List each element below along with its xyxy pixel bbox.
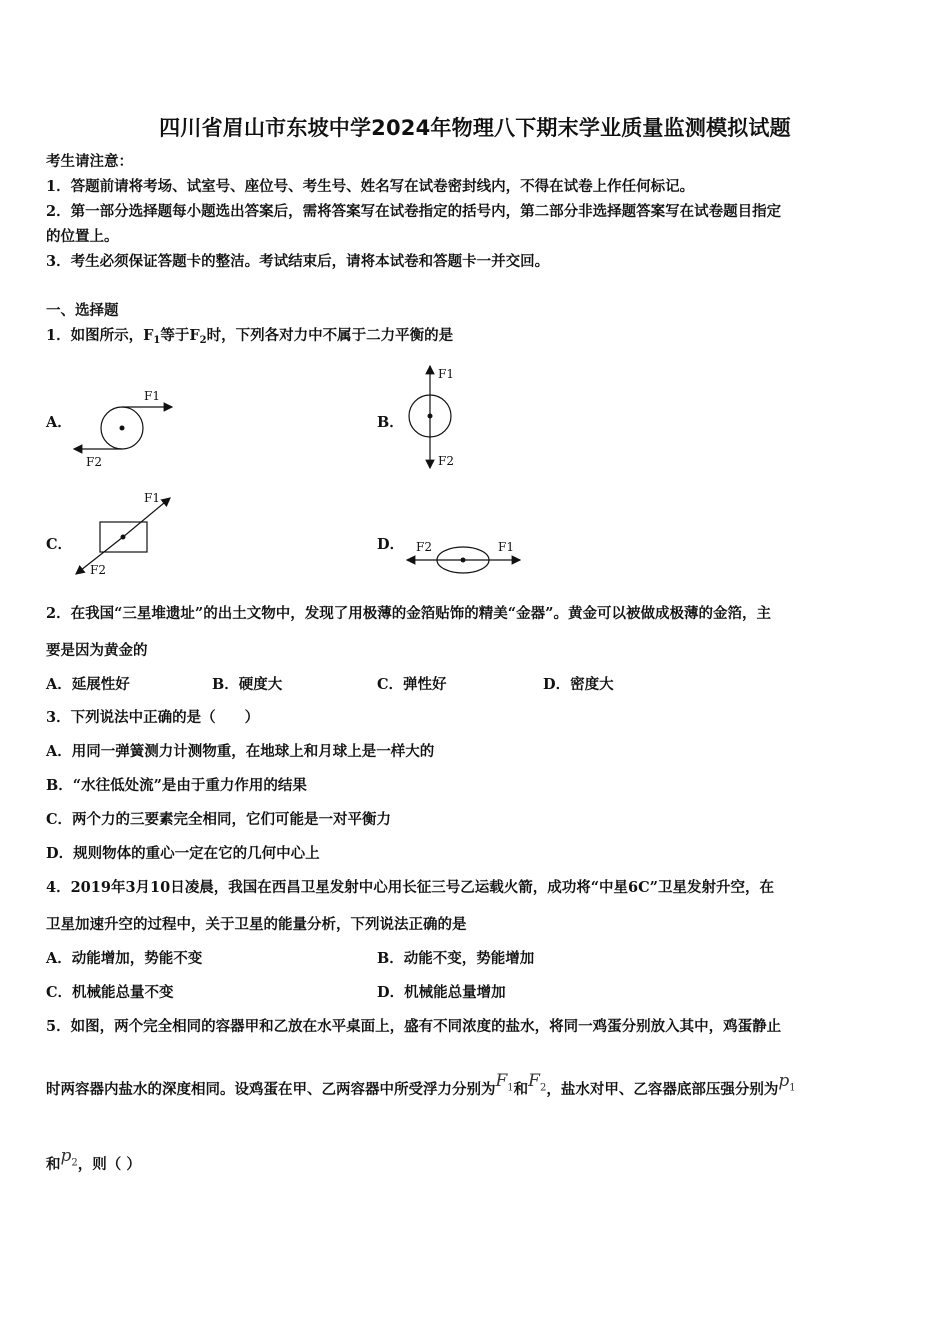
notice-item-1: 1．答题前请将考场、试室号、座位号、考生号、姓名写在试卷密封线内，不得在试卷上作任何标记。 bbox=[46, 178, 695, 195]
notice-heading: 考生请注意： bbox=[46, 153, 133, 170]
q1-figure-a bbox=[68, 384, 180, 474]
q4-stem-line-2: 卫星加速升空的过程中，关于卫星的能量分析，下列说法正确的是 bbox=[46, 916, 467, 933]
label-f2: F2 bbox=[438, 454, 454, 468]
section-heading: 一、选择题 bbox=[46, 302, 119, 319]
q1-option-d-label: D． bbox=[377, 536, 405, 553]
q1-figure-b bbox=[404, 362, 464, 474]
label-f1: F1 bbox=[144, 389, 160, 403]
q4-option-c: C．机械能总量不变 bbox=[46, 984, 174, 1001]
q1-figure-c bbox=[70, 488, 180, 580]
var-p2: $p_2$ bbox=[60, 1146, 78, 1169]
q5-stem-line-3: 和$p_2$，则（ ） bbox=[46, 1146, 141, 1173]
label-f1: F1 bbox=[144, 491, 160, 505]
label-f2: F2 bbox=[416, 540, 432, 554]
var-f2: $F_2$ bbox=[528, 1071, 547, 1094]
q1-option-b-label: B． bbox=[377, 414, 404, 431]
q3-option-b: B．“水往低处流”是由于重力作用的结果 bbox=[46, 777, 307, 794]
q4-option-a: A．动能增加，势能不变 bbox=[46, 950, 203, 967]
q2-option-b: B．硬度大 bbox=[212, 676, 283, 693]
q4-option-b: B．动能不变，势能增加 bbox=[377, 950, 535, 967]
notice-item-2-cont: 的位置上。 bbox=[46, 228, 119, 245]
q3-option-a: A．用同一弹簧测力计测物重，在地球上和月球上是一样大的 bbox=[46, 743, 435, 760]
q5-stem-line-1: 5．如图，两个完全相同的容器甲和乙放在水平桌面上，盛有不同浓度的盐水，将同一鸡蛋分别放入其中，鸡蛋静止 bbox=[46, 1018, 782, 1035]
q3-stem: 3．下列说法中正确的是（ ） bbox=[46, 709, 260, 726]
q3-option-d: D．规则物体的重心一定在它的几何中心上 bbox=[46, 845, 320, 862]
q2-option-a: A．延展性好 bbox=[46, 676, 130, 693]
q1-option-c-label: C． bbox=[46, 536, 73, 553]
q5-stem-line-2: 时两容器内盐水的深度相同。设鸡蛋在甲、乙两容器中所受浮力分别为$F_1$和$F_2$，盐水对甲、乙容器底部压强分别为$p_1$ bbox=[46, 1071, 796, 1098]
label-f2: F2 bbox=[90, 563, 106, 577]
q2-stem-line-2: 要是因为黄金的 bbox=[46, 642, 148, 659]
q4-stem-line-1: 4．2019年3月10日凌晨，我国在西昌卫星发射中心用长征三号乙运载火箭，成功将“中星6C”卫星发射升空，在 bbox=[46, 879, 775, 896]
q4-option-d: D．机械能总量增加 bbox=[377, 984, 506, 1001]
var-p1: $p_1$ bbox=[778, 1071, 796, 1094]
label-f2: F2 bbox=[86, 455, 102, 469]
page-title: 四川省眉山市东坡中学2024年物理八下期末学业质量监测模拟试题 bbox=[159, 116, 791, 140]
var-f1: $F_1$ bbox=[495, 1071, 514, 1094]
notice-item-2: 2．第一部分选择题每小题选出答案后，需将答案写在试卷指定的括号内，第二部分非选择题答案写在试卷题目指定 bbox=[46, 203, 782, 220]
q2-stem-line-1: 2．在我国“三星堆遗址”的出土文物中，发现了用极薄的金箔贴饰的精美“金器”。黄金可以被做成极薄的金箔，主 bbox=[46, 605, 771, 622]
q2-option-d: D．密度大 bbox=[543, 676, 614, 693]
label-f1: F1 bbox=[438, 367, 454, 381]
q2-option-c: C．弹性好 bbox=[377, 676, 447, 693]
label-f1: F1 bbox=[498, 540, 514, 554]
q1-figure-d bbox=[404, 536, 526, 582]
q1-stem: 1．如图所示，$F_1$等于$F_2$时，下列各对力中不属于二力平衡的是 bbox=[46, 327, 454, 346]
notice-item-3: 3．考生必须保证答题卡的整洁。考试结束后，请将本试卷和答题卡一并交回。 bbox=[46, 253, 550, 270]
q3-option-c: C．两个力的三要素完全相同，它们可能是一对平衡力 bbox=[46, 811, 392, 828]
q1-option-a-label: A． bbox=[46, 414, 72, 431]
